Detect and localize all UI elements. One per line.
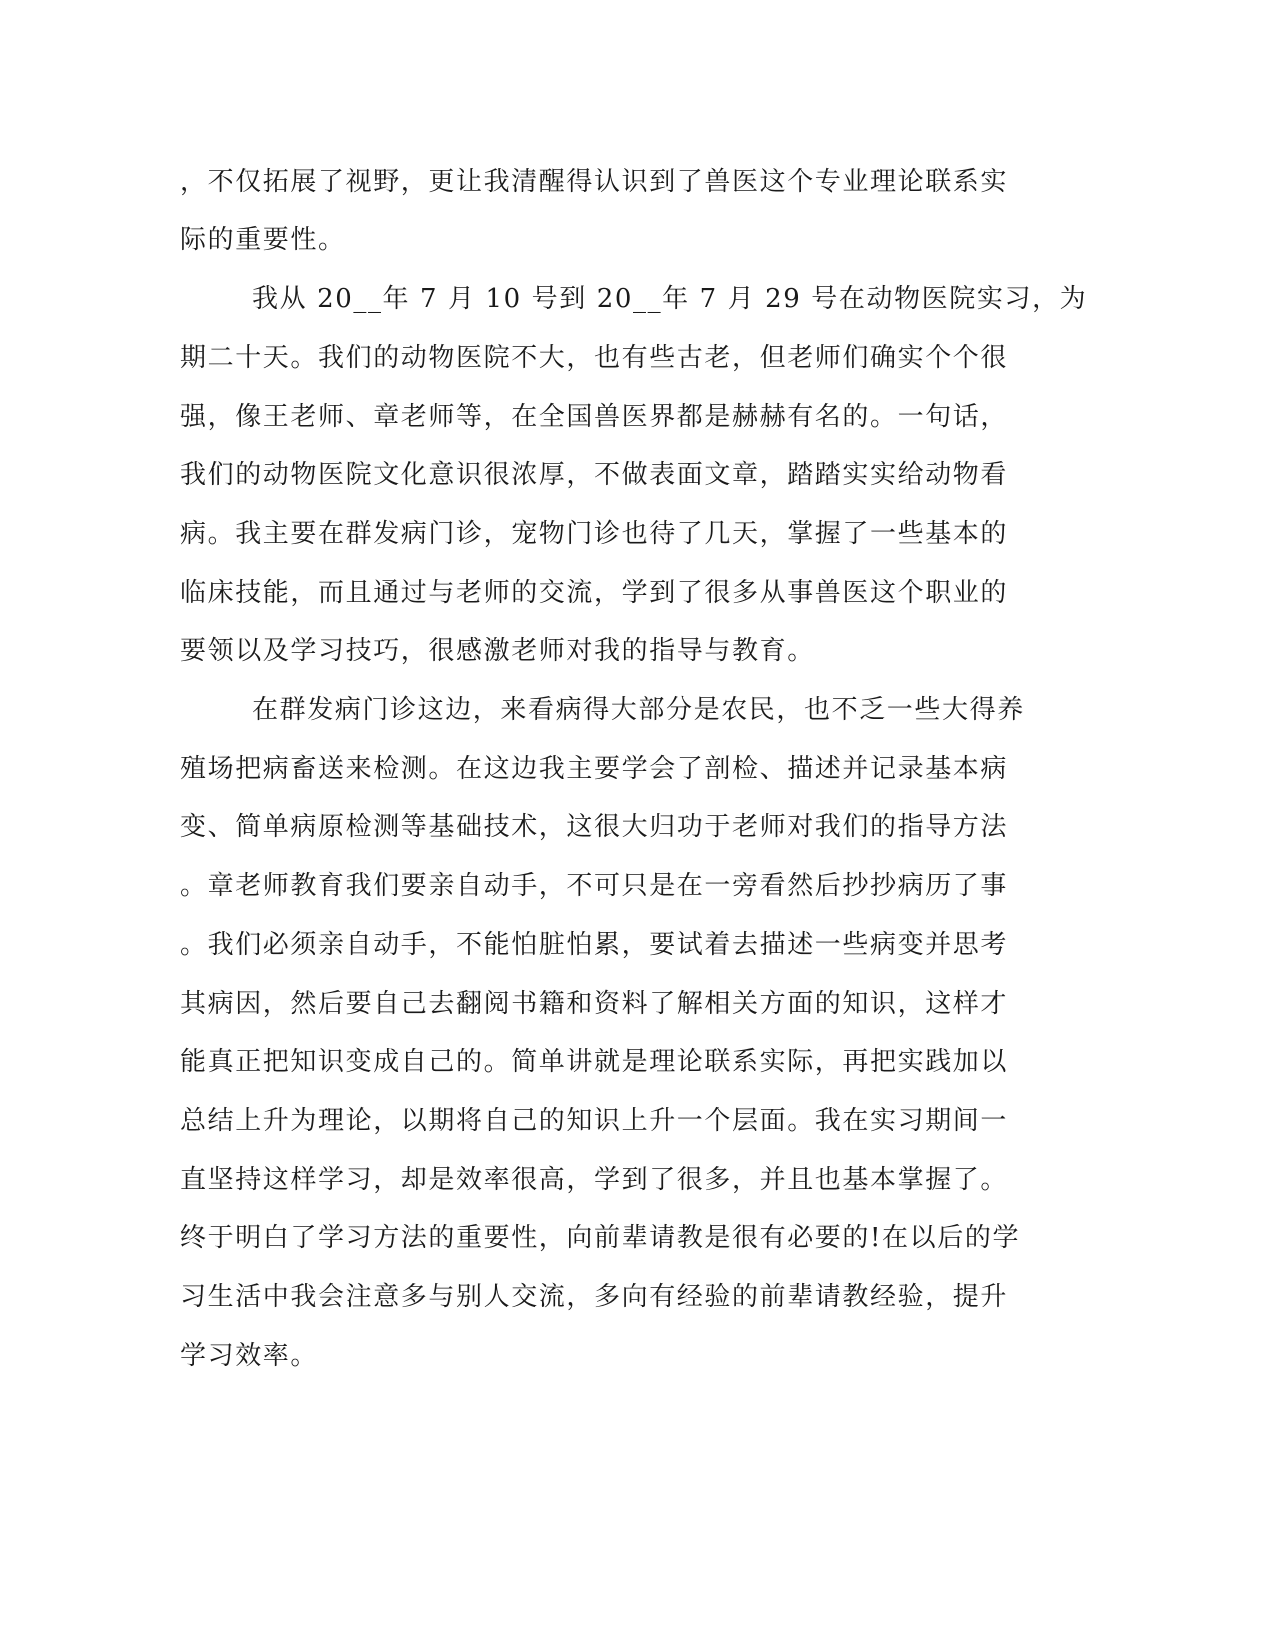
text-line: 变、简单病原检测等基础技术，这很大归功于老师对我们的指导方法 <box>180 812 1009 842</box>
text-line: 其病因，然后要自己去翻阅书籍和资料了解相关方面的知识，这样才 <box>180 989 1009 1019</box>
paragraph-first-line: 我从 20__年 7 月 10 号到 20__年 7 月 29 号在动物医院实习，为 <box>252 284 1088 314</box>
text-line: ，不仅拓展了视野，更让我清醒得认识到了兽医这个专业理论联系实 <box>180 167 1009 197</box>
text-line: 习生活中我会注意多与别人交流，多向有经验的前辈请教经验，提升 <box>180 1282 1009 1312</box>
text-line: 。我们必须亲自动手，不能怕脏怕累，要试着去描述一些病变并思考 <box>180 930 1009 960</box>
text-line: 殖场把病畜送来检测。在这边我主要学会了剖检、描述并记录基本病 <box>180 754 1009 784</box>
text-line: 能真正把知识变成自己的。简单讲就是理论联系实际，再把实践加以 <box>180 1047 1009 1077</box>
text-line: 总结上升为理论，以期将自己的知识上升一个层面。我在实习期间一 <box>180 1106 1009 1136</box>
text-line: 。章老师教育我们要亲自动手，不可只是在一旁看然后抄抄病历了事 <box>180 871 1009 901</box>
text-line: 终于明白了学习方法的重要性，向前辈请教是很有必要的!在以后的学 <box>180 1223 1021 1253</box>
text-line: 学习效率。 <box>180 1341 319 1371</box>
text-line: 我们的动物医院文化意识很浓厚，不做表面文章，踏踏实实给动物看 <box>180 460 1009 490</box>
text-line: 要领以及学习技巧，很感激老师对我的指导与教育。 <box>180 636 815 666</box>
text-line: 强，像王老师、章老师等，在全国兽医界都是赫赫有名的。一句话， <box>180 402 1009 432</box>
text-line: 直坚持这样学习，却是效率很高，学到了很多，并且也基本掌握了。 <box>180 1165 1009 1195</box>
text-line: 临床技能，而且通过与老师的交流，学到了很多从事兽医这个职业的 <box>180 578 1009 608</box>
paragraph-first-line: 在群发病门诊这边，来看病得大部分是农民，也不乏一些大得养 <box>252 695 1025 725</box>
text-line: 病。我主要在群发病门诊，宠物门诊也待了几天，掌握了一些基本的 <box>180 519 1009 549</box>
text-line: 际的重要性。 <box>180 225 346 255</box>
text-line: 期二十天。我们的动物医院不大，也有些古老，但老师们确实个个很 <box>180 343 1009 373</box>
